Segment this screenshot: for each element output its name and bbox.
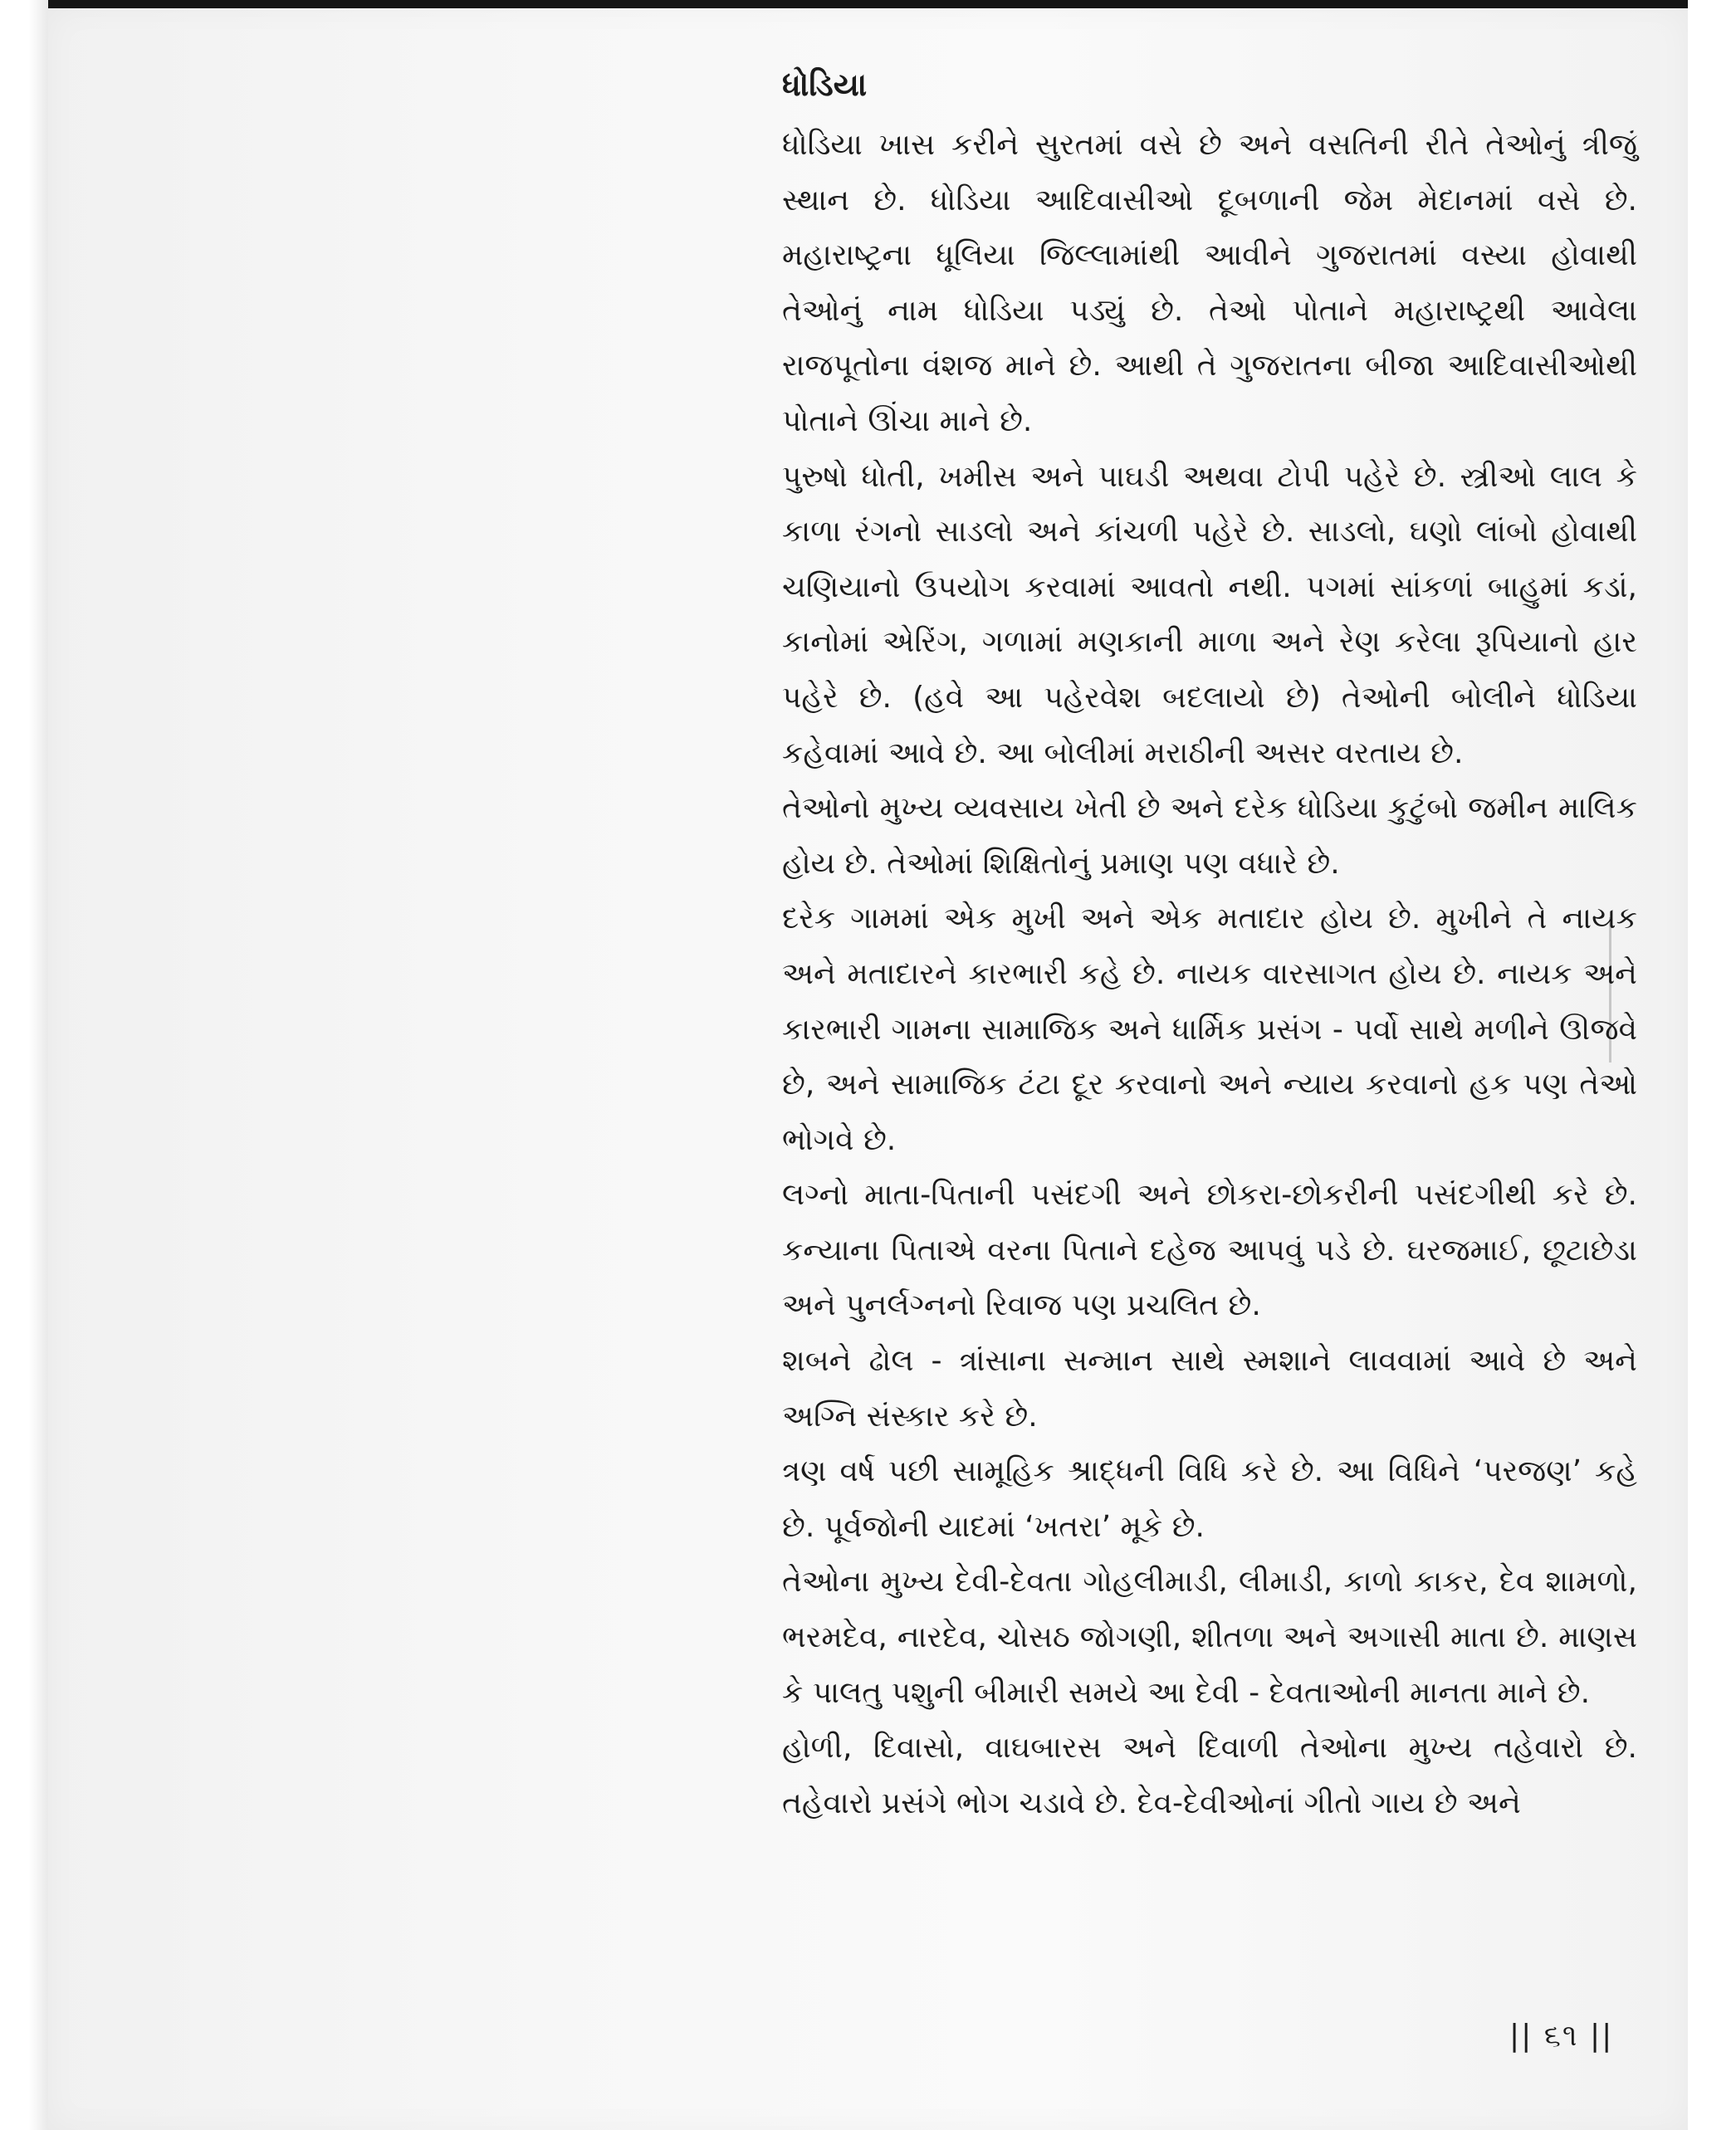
paragraph-shraddh: ત્રણ વર્ષ પછી સામૂહિક શ્રાદ્ધની વિધિ કરે છે. આ વિધિને ‘પરજણ’ કહે છે. પૂર્વજોની યાદમાં ‘ખતરા’ મૂકે છે. <box>782 1454 1637 1544</box>
text-column <box>782 51 1637 1831</box>
section-heading: ધોડિયા <box>782 66 868 103</box>
paragraph-funeral: શબને ઢોલ - ત્રાંસાના સન્માન સાથે સ્મશાને લાવવામાં આવે છે અને અગ્નિ સંસ્કાર કરે છે. <box>782 1344 1637 1434</box>
paragraph-village-leaders: દરેક ગામમાં એક મુખી અને એક મતાદાર હોય છે. મુખીને તે નાયક અને મતાદારને કારભારી કહે છે. નાયક વારસાગત હોય છે. નાયક અને કારભારી ગામના સામાજિક અને ધાર્મિક પ્રસંગ - પર્વો સાથે મળીને ઊજવે છે, અને સામાજિક ટંટા દૂર કરવાનો અને ન્યાય કરવાનો હક પણ તેઓ ભોગવે છે. <box>782 901 1637 1157</box>
paragraph-festivals: હોળી, દિવાસો, વાઘબારસ અને દિવાળી તેઓના મુખ્ય તહેવારો છે. તહેવારો પ્રસંગે ભોગ ચડાવે છે. દેવ-દેવીઓનાં ગીતો ગાય છે અને <box>782 1731 1637 1820</box>
scan-left-margin <box>0 0 48 2130</box>
paragraph-marriage: લગ્નો માતા-પિતાની પસંદગી અને છોકરા-છોકરીની પસંદગીથી કરે છે. કન્યાના પિતાએ વરના પિતાને દહેજ આપવું પડે છે. ઘરજમાઈ, છૂટાછેડા અને પુનર્લગ્નનો રિવાજ પણ પ્રચલિત છે. <box>782 1178 1637 1323</box>
scan-right-margin <box>1688 0 1736 2130</box>
paragraph-clothing: પુરુષો ધોતી, ખમીસ અને પાઘડી અથવા ટોપી પહેરે છે. સ્ત્રીઓ લાલ કે કાળા રંગનો સાડલો અને કાંચળી પહેરે છે. સાડલો, ઘણો લાંબો હોવાથી ચણિયાનો ઉપયોગ કરવામાં આવતો નથી. પગમાં સાંકળાં બાહુમાં કડાં, કાનોમાં એરિંગ, ગળામાં મણકાની માળા અને રેણ કરેલા રૂપિયાનો હાર પહેરે છે. (હવે આ પહેરવેશ બદલાયો છે) તેઓની બોલીને ધોડિયા કહેવામાં આવે છે. આ બોલીમાં મરાઠીની અસર વરતાય છે. <box>782 459 1637 770</box>
paragraph-occupation: તેઓનો મુખ્ય વ્યવસાય ખેતી છે અને દરેક ધોડિયા કુટુંબો જમીન માલિક હોય છે. તેઓમાં શિક્ષિતોનું પ્રમાણ પણ વધારે છે. <box>782 791 1637 881</box>
page-number: || ૬૧ || <box>1509 2019 1614 2053</box>
paragraph-deities: તેઓના મુખ્ય દેવી-દેવતા ગોહલીમાડી, લીમાડી, કાળો કાકર, દેવ શામળો, ભરમદેવ, નારદેવ, ચોસઠ જોગણી, શીતળા અને અગાસી માતા છે. માણસ કે પાલતુ પશુની બીમારી સમયે આ દેવી - દેવતાઓની માનતા માને છે. <box>782 1565 1637 1710</box>
paragraph-origin: ધોડિયા ખાસ કરીને સુરતમાં વસે છે અને વસતિની રીતે તેઓનું ત્રીજું સ્થાન છે. ધોડિયા આદિવાસીઓ દૂબળાની જેમ મેદાનમાં વસે છે. મહારાષ્ટ્રના ધૂલિયા જિલ્લામાંથી આવીને ગુજરાતમાં વસ્યા હોવાથી તેઓનું નામ ધોડિયા પડ્યું છે. તેઓ પોતાને મહારાષ્ટ્રથી આવેલા રાજપૂતોના વંશજ માને છે. આથી તે ગુજરાતના બીજા આદિવાસીઓથી પોતાને ઊંચા માને છે. <box>782 128 1637 438</box>
